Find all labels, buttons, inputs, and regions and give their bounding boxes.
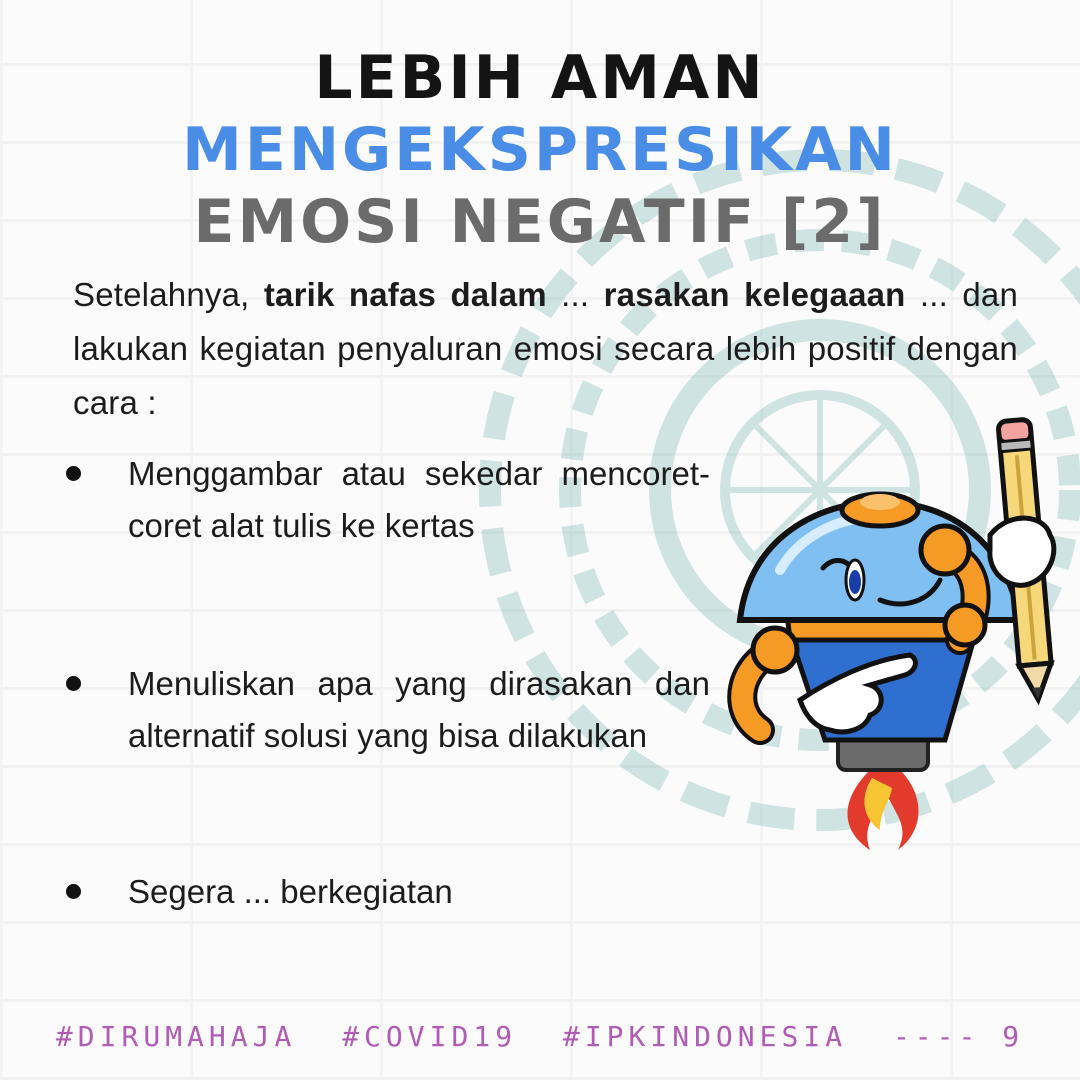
page-title bbox=[0, 42, 1080, 258]
list-item-text: Menuliskan apa yang dirasakan dan alternatif solusi yang bisa dilakukan bbox=[128, 665, 710, 754]
hashtag-covid19: #COVID19 bbox=[342, 1020, 518, 1053]
title-subtitle-text: EMOSI NEGATIF [2] bbox=[193, 187, 887, 257]
intro-text-2: ... bbox=[546, 276, 604, 313]
page-number: ---- 9 bbox=[892, 1020, 1025, 1053]
rocket-flame-icon bbox=[848, 770, 919, 850]
intro-bold-2: rasakan kelegaaan bbox=[603, 276, 906, 313]
footer-hashtags bbox=[0, 1020, 1080, 1053]
bullet-dot-icon bbox=[66, 466, 81, 481]
title-dark-text: LEBIH AMAN bbox=[314, 43, 766, 113]
hashtag-ipkindonesia: #IPKINDONESIA bbox=[562, 1020, 848, 1053]
bullet-dot-icon bbox=[66, 676, 81, 691]
hashtag-dirumahaja: #DIRUMAHAJA bbox=[55, 1020, 297, 1053]
list-item-text: Segera ... berkegiatan bbox=[128, 873, 453, 910]
pencil-robot-mascot-icon bbox=[720, 410, 1070, 860]
list-item-text: Menggambar atau sekedar mencoret-coret alat tulis ke kertas bbox=[128, 455, 710, 544]
title-blue-text: MENGEKSPRESIKAN bbox=[182, 115, 898, 185]
intro-text-1: Setelahnya, bbox=[73, 276, 264, 313]
intro-bold-1: tarik nafas dalam bbox=[263, 276, 547, 313]
intro-paragraph bbox=[73, 268, 1018, 430]
intro-text-3: ... dan lakukan kegiatan penyaluran emosi secara lebih positif dengan cara : bbox=[73, 276, 1018, 421]
bullet-dot-icon bbox=[66, 884, 81, 899]
